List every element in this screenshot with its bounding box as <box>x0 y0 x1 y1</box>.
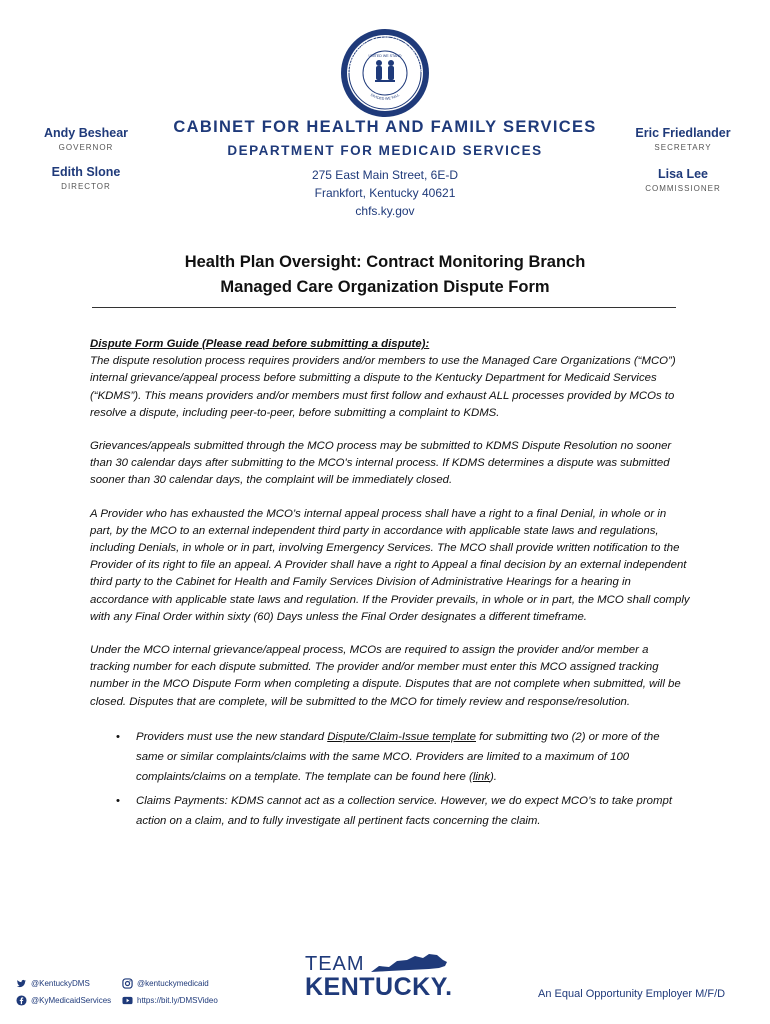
kentucky-word: KENTUCKY. <box>305 973 453 1001</box>
seal-text-top: OMMONWEALTH OF KENTUCK <box>346 34 424 74</box>
director-name: Edith Slone <box>51 165 121 179</box>
cabinet-title: CABINET FOR HEALTH AND FAMILY SERVICES <box>173 118 597 136</box>
seal-text-bottom: DIVIDED WE FALL <box>369 92 401 101</box>
address-block <box>235 166 535 220</box>
facebook-icon <box>16 995 27 1006</box>
bullet-glyph: • <box>116 730 120 743</box>
director-role: DIRECTOR <box>61 182 111 191</box>
video-play-icon <box>122 995 133 1006</box>
governor-block <box>36 126 136 152</box>
document-title <box>100 250 670 300</box>
guide-paragraph-1: The dispute resolution process requires providers and/or members to use the Managed Care Organizations (“MCO”) internal grievance/appeal process before submitting a dispute to the Kentucky Department for Medicaid Services (“KDMS”). This means providers and/or members must first follow and exhaust ALL processes provided by MCOs to resolve a dispute, including peer-to-peer, before submitting a complaint to KDMS. <box>90 355 676 419</box>
twitter-icon <box>16 978 27 989</box>
governor-role: GOVERNOR <box>58 143 114 152</box>
bullet-1-text-post: ). <box>489 770 497 783</box>
kentucky-seal <box>340 28 430 118</box>
dispute-guide <box>90 336 690 835</box>
title-line-1: Health Plan Oversight: Contract Monitoring Branch <box>184 253 586 271</box>
video-row[interactable] <box>122 995 218 1006</box>
guide-paragraph-3: A Provider who has exhausted the MCO’s internal appeal process shall have a right to a final Denial, in whole or in part, by the MCO to an external independent third party in accordance with applicable state laws and regulations, including Denials, in whole or in part, involving Emergency Services. The MCO shall provide written notification to the Provider of its right to file an appeal. A Provider shall have a right to Appeal a final decision by an external independent third party to the Cabinet for Health and Family Services Division of Administrative Hearings for a hearing in accordance with applicable state laws and regulation. If the Provider prevails, in whole or in part, the MCO shall comply with any Final Order within sixty (60) Days unless the Final Order designates a different timeframe. <box>90 507 690 623</box>
bullet-2-text: Claims Payments: KDMS cannot act as a collection service. However, we do expect MCO’s to take prompt action on a claim, and to fully investigate all pertinent facts concerning the claim. <box>136 794 672 827</box>
title-divider <box>92 307 676 308</box>
equal-opportunity-text: An Equal Opportunity Employer M/F/D <box>538 988 726 1000</box>
footer-social-left <box>16 978 111 1006</box>
twitter-row[interactable] <box>16 978 111 989</box>
department-title: DEPARTMENT FOR MEDICAID SERVICES <box>227 143 543 158</box>
bullet-1-text-mid: for submitting two (2) or more of the same or similar complaints/claims with the same MCO. Providers are limited to a maximum of 100 complaints/claims on a template. The template can be found here ( <box>136 730 660 783</box>
secretary-block <box>628 126 738 152</box>
bullet-glyph: • <box>116 794 120 807</box>
governor-name: Andy Beshear <box>43 126 129 140</box>
instagram-icon <box>122 978 133 989</box>
guide-paragraph-2: Grievances/appeals submitted through the MCO process may be submitted to KDMS Dispute Resolution no sooner than 30 calendar days after submitting to the MCO's internal process. If KDMS determines a dispute was submitted sooner than 30 calendar days, the complaint will be immediately closed. <box>90 440 672 487</box>
director-block <box>36 165 136 191</box>
instagram-row[interactable] <box>122 978 218 989</box>
kentucky-state-icon <box>369 952 449 974</box>
seal-text-inner: UNITED WE STAND <box>368 54 402 58</box>
team-word: TEAM <box>305 953 365 975</box>
facebook-row[interactable] <box>16 995 111 1006</box>
guide-paragraph-4: Under the MCO internal grievance/appeal process, MCOs are required to assign the provider and/or member a tracking number for each dispute submitted. The provider and/or member must enter this MCO assigned tracking number in the MCO Dispute Form when completing a dispute. Disputes that are not complete when submitted, will be closed. Disputes that are complete, will be submitted to the MCO for timely review and response/resolution. <box>90 644 681 708</box>
facebook-handle: @KyMedicaidServices <box>31 996 112 1005</box>
bullet-1-text-pre: Providers must use the new standard <box>136 730 328 743</box>
twitter-handle: @KentuckyDMS <box>31 979 90 988</box>
commissioner-role: COMMISSIONER <box>645 184 721 193</box>
bullet-item-claims <box>90 791 690 831</box>
bullet-item-template <box>90 727 690 787</box>
video-link: https://bit.ly/DMSVideo <box>137 996 218 1005</box>
footer-social-right <box>122 978 218 1006</box>
address-line-2: Frankfort, Kentucky 40621 <box>314 186 456 200</box>
website-link[interactable]: chfs.ky.gov <box>355 204 415 218</box>
secretary-name: Eric Friedlander <box>635 126 731 140</box>
address-line-1: 275 East Main Street, 6E-D <box>311 168 459 182</box>
title-line-2: Managed Care Organization Dispute Form <box>220 278 550 296</box>
team-kentucky-logo <box>305 952 453 1000</box>
commissioner-name: Lisa Lee <box>657 167 709 181</box>
guide-bullet-list <box>90 727 690 831</box>
commissioner-block <box>628 167 738 193</box>
template-link[interactable]: link <box>472 770 490 783</box>
dispute-template-link[interactable]: Dispute/Claim-Issue template <box>327 730 476 743</box>
guide-heading: Dispute Form Guide (Please read before submitting a dispute): <box>90 338 430 350</box>
instagram-handle: @kentuckymedicaid <box>137 979 209 988</box>
secretary-role: SECRETARY <box>654 143 712 152</box>
